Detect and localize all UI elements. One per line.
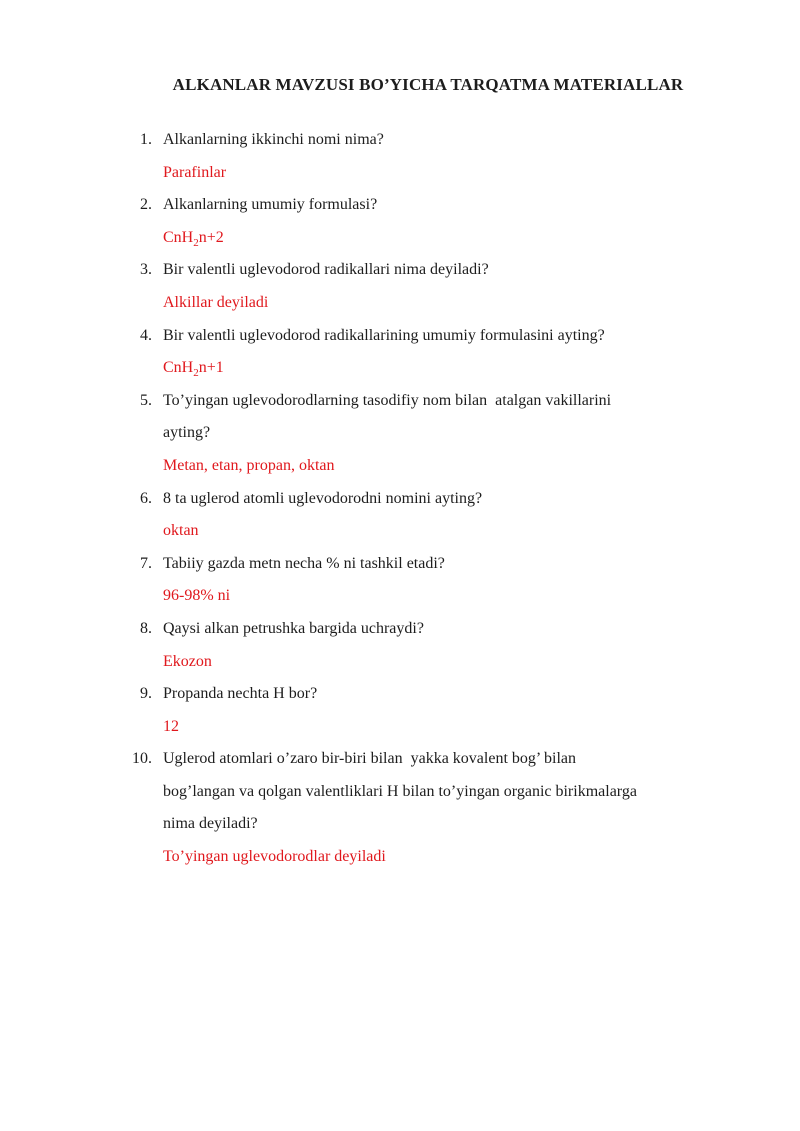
question-row: [130, 613, 750, 646]
question-text-line: Bir valentli uglevodorod radikallarining umumiy formulasini ayting?: [163, 326, 605, 344]
answer-segment: To’yingan uglevodorodlar deyiladi: [163, 848, 386, 866]
answer-segment: n+2: [198, 228, 224, 246]
question-row: [130, 678, 750, 711]
question-row: [130, 548, 750, 581]
question-row: [130, 254, 750, 287]
question-number: 2.: [140, 196, 152, 214]
question-item: [130, 189, 750, 254]
question-item: [130, 483, 750, 548]
answer-segment: Metan, etan, propan, oktan: [163, 456, 335, 474]
question-row: [130, 483, 750, 516]
question-lines: [163, 613, 750, 646]
answer-segment: Parafinlar: [163, 163, 227, 181]
question-number: 4.: [140, 326, 152, 344]
question-item: [130, 320, 750, 385]
question-text-line: ayting?: [163, 424, 211, 442]
answer-text: [163, 450, 750, 483]
question-number: 10.: [132, 750, 152, 768]
document-title: ALKANLAR MAVZUSI BO’YICHA TARQATMA MATERIALLAR: [172, 75, 684, 94]
answer-segment: oktan: [163, 522, 199, 540]
question-item: [130, 124, 750, 189]
question-item: [130, 678, 750, 743]
answer-segment: 96-98% ni: [163, 587, 231, 605]
question-text-line: 8 ta uglerod atomli uglevodorodni nomini ayting?: [163, 489, 483, 507]
answer-segment: CnH: [163, 228, 194, 246]
question-lines: [163, 678, 750, 711]
answer-text: [163, 515, 750, 548]
question-number: 7.: [140, 554, 152, 572]
question-text-line: Qaysi alkan petrushka bargida uchraydi?: [163, 619, 424, 637]
question-text-line: Propanda nechta H bor?: [163, 685, 318, 703]
question-row: [130, 385, 750, 450]
answer-segment: CnH: [163, 359, 194, 377]
answer-text: [163, 841, 750, 874]
question-text-line: Bir valentli uglevodorod radikallari nima deyiladi?: [163, 261, 489, 279]
answer-segment: Ekozon: [163, 652, 212, 670]
question-number: 6.: [140, 489, 152, 507]
question-row: [130, 189, 750, 222]
question-lines: [163, 385, 750, 450]
question-item: [130, 613, 750, 678]
answer-text: [163, 287, 750, 320]
question-lines: [163, 189, 750, 222]
question-row: [130, 743, 750, 841]
question-lines: [163, 254, 750, 287]
question-lines: [163, 548, 750, 581]
answer-text: [163, 352, 750, 385]
question-number: 9.: [140, 685, 152, 703]
question-number: 1.: [140, 131, 152, 148]
answer-text: [163, 646, 750, 679]
question-text-line: nima deyiladi?: [163, 815, 258, 833]
answer-text: [163, 157, 750, 190]
question-text-line: Alkanlarning ikkinchi nomi nima?: [163, 131, 384, 148]
question-text-line: Tabiiy gazda metn necha % ni tashkil etadi?: [163, 554, 445, 572]
answer-segment: 12: [163, 717, 179, 735]
answer-text: [163, 711, 750, 744]
answer-text: [163, 580, 750, 613]
question-lines: [163, 483, 750, 516]
question-lines: [163, 320, 750, 353]
answer-text: [163, 222, 750, 255]
answer-subscript: 2: [193, 236, 199, 249]
question-item: [130, 385, 750, 483]
answer-segment: Alkillar deyiladi: [163, 293, 269, 311]
question-text-line: Uglerod atomlari o’zaro bir-biri bilan yakka kovalent bog’ bilan: [163, 750, 577, 768]
question-number: 8.: [140, 619, 152, 637]
question-number: 5.: [140, 391, 152, 409]
question-list: [130, 124, 750, 874]
question-lines: [163, 124, 750, 157]
question-text-line: Alkanlarning umumiy formulasi?: [163, 196, 378, 214]
question-number: 3.: [140, 261, 152, 279]
answer-subscript: 2: [193, 367, 199, 380]
question-item: [130, 548, 750, 613]
question-item: [130, 254, 750, 319]
answer-segment: n+1: [198, 359, 224, 377]
question-row: [130, 320, 750, 353]
question-text-line: bog’langan va qolgan valentliklari H bilan to’yingan organic birikmalarga: [163, 782, 637, 800]
question-item: [130, 743, 750, 873]
question-row: [130, 124, 750, 157]
question-lines: [163, 743, 750, 841]
question-text-line: To’yingan uglevodorodlarning tasodifiy nom bilan atalgan vakillarini: [163, 391, 612, 409]
